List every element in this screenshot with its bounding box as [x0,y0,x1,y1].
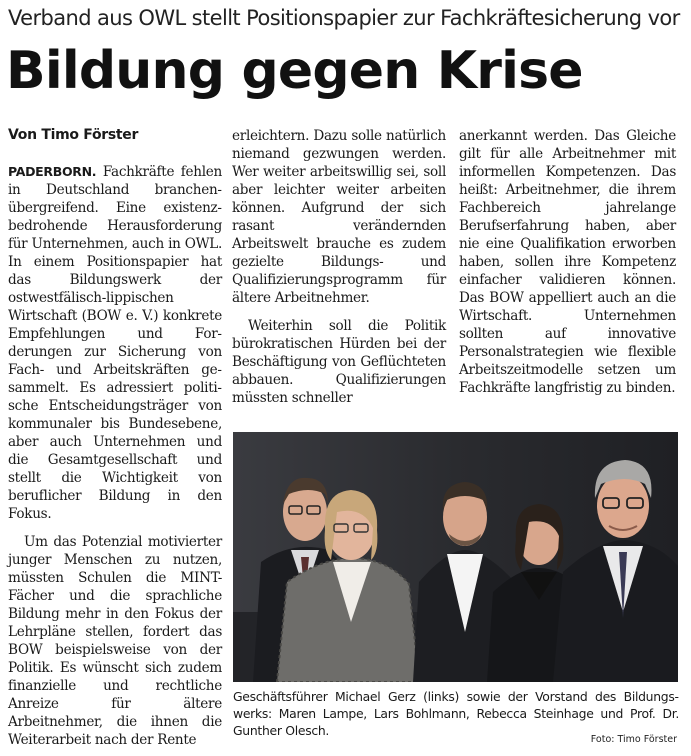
article-column-2 [232,127,446,407]
photo-caption: Geschäftsführer Michael Gerz (links) sowie der Vorstand des Bildungswerks: Maren Lampe, Lars Bohlmann, Rebecca Steinhage und Prof. Dr. Gunther Olesch. [233,689,679,738]
group-photo [233,432,678,682]
paragraph: anerkannt werden. Das Gleiche gilt für alle Arbeitnehmer mit informellen Kompetenzen. Das heißt: Arbeitnehmer, die ihrem Fachbereich jahrelange Berufserfahrung haben, aber nie eine Qualifikation erworben haben, sollen ihre Kompetenz einfacher validieren können. Das BOW appelliert auch an die Wirtschaft. Unternehmen sollten auf innovative Personalstrategien wie flexible Arbeitszeitmodelle setzen um Fachkräfte langfristig zu binden. [459,128,676,396]
article-column-3 [459,127,676,397]
paragraph: Um das Potenzial motivierter junger Menschen zu nutzen, müssten Schulen die MINT-Fächer und die sprachliche Bildung mehr in den Fokus der Lehrpläne stellen, fordert das BOW beispielsweise von der Politik. Es wünscht sich zudem finanzielle und rechtliche Anreize für ältere Arbeitnehmer, die ihnen die Weiterarbeit nach der Rente [8,534,222,748]
article-headline: Bildung gegen Krise [6,41,583,101]
article-kicker: Verband aus OWL stellt Positionspapier zur Fachkräftesicherung vor [8,6,680,30]
group-photo-illustration [233,432,678,682]
article-column-1 [8,163,222,749]
photo-credit: Foto: Timo Förster [590,734,677,745]
paragraph: erleichtern. Dazu solle natürlich niemand gezwungen werden. Wer weiter arbeitswillig sei, soll aber leichter weiter arbeiten können. Aufgrund der sich rasant verändernden Arbeitswelt brauche es zudem gezielte Bildungs- und Qualifizierungsprogramm für ältere Arbeitnehmer. [232,128,446,306]
paragraph-text: Fachkräfte fehlen in Deutschland branchenübergreifend. Eine existenzbedrohende Herausforderung für Unternehmen, auch in OWL. In einem Positionspapier hat das Bildungswerk der ostwestfälisch-lippischen Wirtschaft (BOW e. V.) konkrete Empfehlungen und Forderungen zur Sicherung von Fach- und Arbeitskräften gesammelt. Es adressiert politische Entscheidungsträger von kommunaler bis Bundesebene, aber auch Unternehmen und die Gesamtgesellschaft und stellt die Wichtigkeit von beruflicher Bildung in den Fokus. [8,164,222,522]
paragraph [8,163,222,523]
paragraph: Weiterhin soll die Politik bürokratischen Hürden bei der Beschäftigung von Geflüchteten abbauen. Qualifizierungen müssten schneller [232,318,446,406]
dateline: PADERBORN. [8,164,97,179]
article-byline: Von Timo Förster [8,127,139,143]
